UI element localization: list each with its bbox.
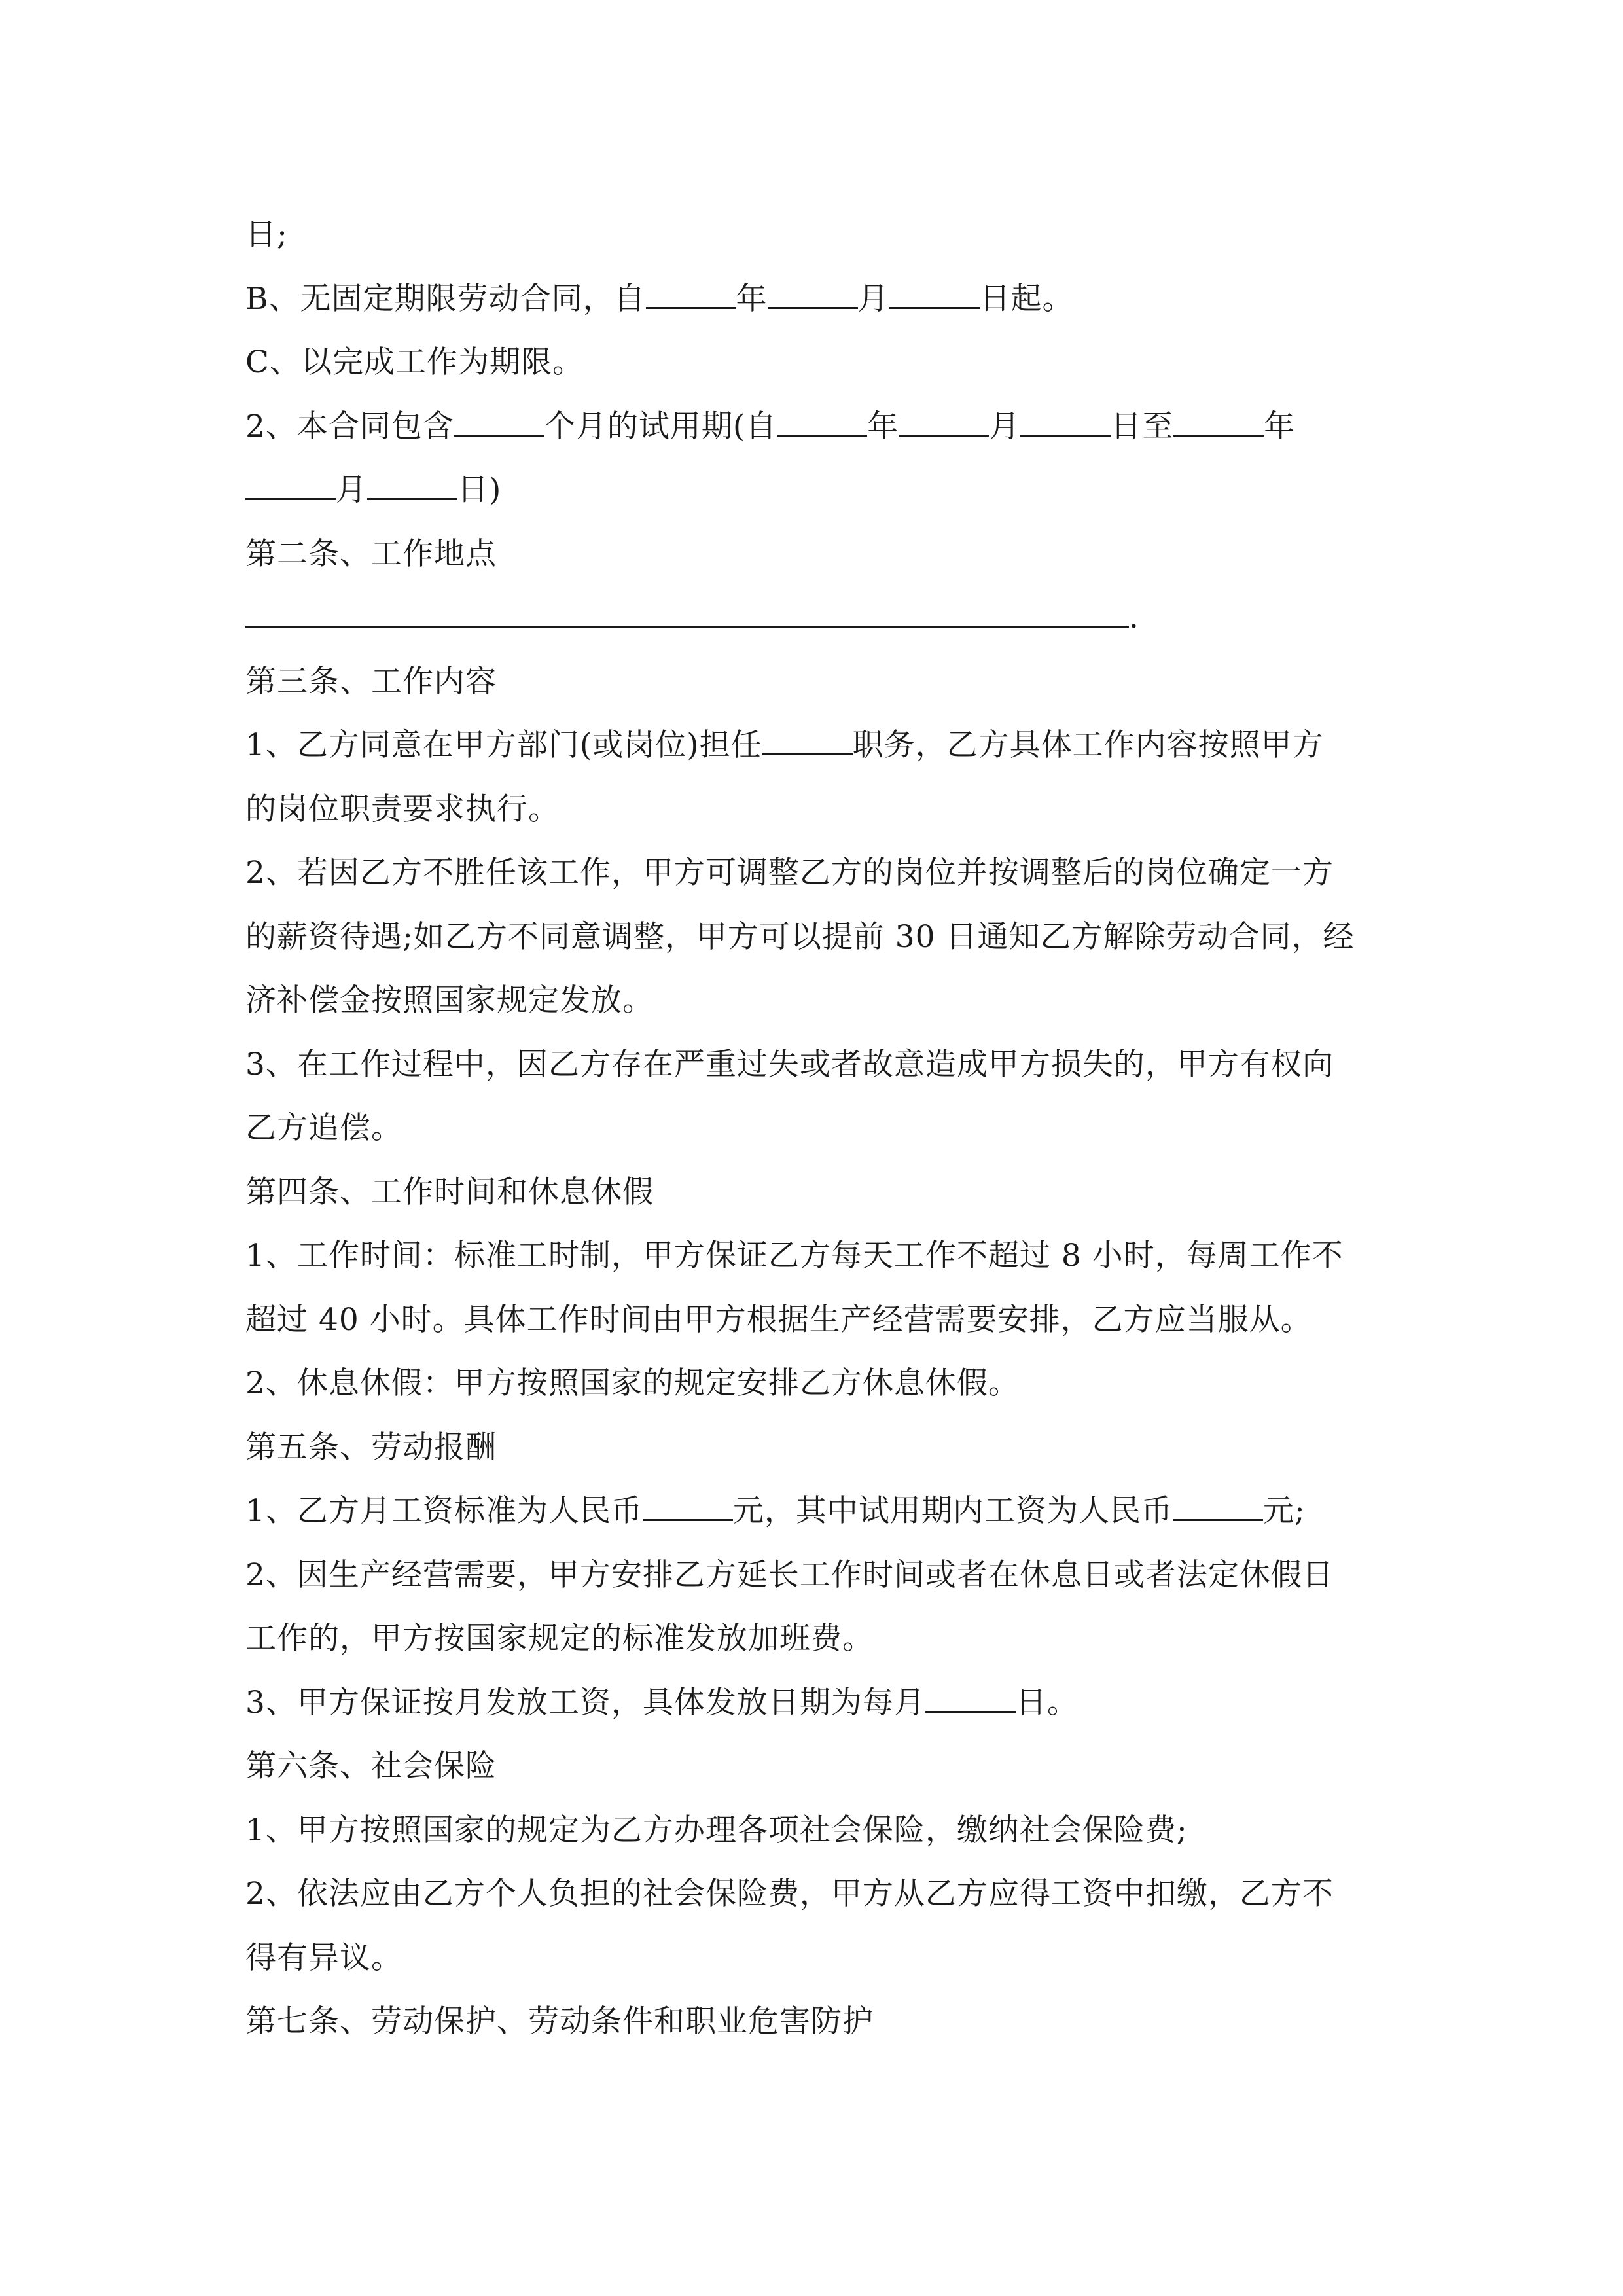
text-line: C、以完成工作为期限。 xyxy=(245,344,584,380)
text-line: 3、甲方保证按月发放工资，具体发放日期为每月 日。 xyxy=(245,1684,1079,1721)
text-line: B、无固定期限劳动合同，自 年 月 日起。 xyxy=(245,280,1074,317)
work-location-blank xyxy=(245,601,1129,628)
section-heading: 第五条、劳动报酬 xyxy=(245,1429,497,1465)
fill-blank xyxy=(1173,410,1264,437)
text-line: 2、本合同包含 个月的试用期(自 年 月 日至 年 xyxy=(245,408,1296,444)
text-line: 的薪资待遇;如乙方不同意调整，甲方可以提前 30 日通知乙方解除劳动合同，经 xyxy=(245,918,1355,955)
fill-blank xyxy=(899,410,989,437)
fill-blank xyxy=(768,282,858,309)
fill-blank xyxy=(889,282,980,309)
text-line: 2、若因乙方不胜任该工作，甲方可调整乙方的岗位并按调整后的岗位确定一方 xyxy=(245,855,1334,891)
fill-blank xyxy=(643,1494,733,1521)
document-body xyxy=(245,203,1384,2054)
fill-blank xyxy=(762,728,853,755)
section-heading: 第二条、工作地点 xyxy=(245,535,497,572)
text-line: 得有异议。 xyxy=(245,1939,402,1976)
text-line: 3、在工作过程中，因乙方存在严重过失或者故意造成甲方损失的，甲方有权向 xyxy=(245,1046,1334,1083)
text-line: 1、工作时间：标准工时制，甲方保证乙方每天工作不超过 8 小时，每周工作不 xyxy=(245,1238,1344,1274)
fill-blank xyxy=(454,410,544,437)
fill-blank xyxy=(925,1686,1016,1713)
text-line: 1、乙方月工资标准为人民币 元，其中试用期内工资为人民币 元; xyxy=(245,1493,1306,1529)
fill-blank xyxy=(1020,410,1111,437)
fill-blank xyxy=(1173,1494,1263,1521)
fill-blank xyxy=(777,410,867,437)
text-line: 济补偿金按照国家规定发放。 xyxy=(245,982,654,1018)
text-line: 工作的，甲方按国家规定的标准发放加班费。 xyxy=(245,1621,874,1657)
text-line: 乙方追偿。 xyxy=(245,1110,402,1146)
fill-blank xyxy=(646,282,736,309)
text-line: 1、甲方按照国家的规定为乙方办理各项社会保险，缴纳社会保险费; xyxy=(245,1812,1188,1848)
fill-blank xyxy=(245,473,336,500)
text-line: 日; xyxy=(245,217,288,253)
text-line: 2、休息休假：甲方按照国家的规定安排乙方休息休假。 xyxy=(245,1365,1020,1401)
text-line: 超过 40 小时。具体工作时间由甲方根据生产经营需要安排，乙方应当服从。 xyxy=(245,1301,1312,1338)
text-line: 的岗位职责要求执行。 xyxy=(245,791,560,827)
text-line: 月 日) xyxy=(245,458,1384,522)
section-heading: 第六条、社会保险 xyxy=(245,1748,497,1784)
section-heading: 第七条、劳动保护、劳动条件和职业危害防护 xyxy=(245,2003,874,2039)
fill-blank xyxy=(367,473,457,500)
text-line: 2、依法应由乙方个人负担的社会保险费，甲方从乙方应得工资中扣缴，乙方不 xyxy=(245,1876,1334,1912)
section-heading: 第三条、工作内容 xyxy=(245,663,497,700)
text-line: . xyxy=(245,586,1384,650)
text-line: 2、因生产经营需要，甲方安排乙方延长工作时间或者在休息日或者法定休假日 xyxy=(245,1556,1334,1593)
text-line: 1、乙方同意在甲方部门(或岗位)担任 职务，乙方具体工作内容按照甲方 xyxy=(245,727,1324,763)
section-heading: 第四条、工作时间和休息休假 xyxy=(245,1174,654,1210)
